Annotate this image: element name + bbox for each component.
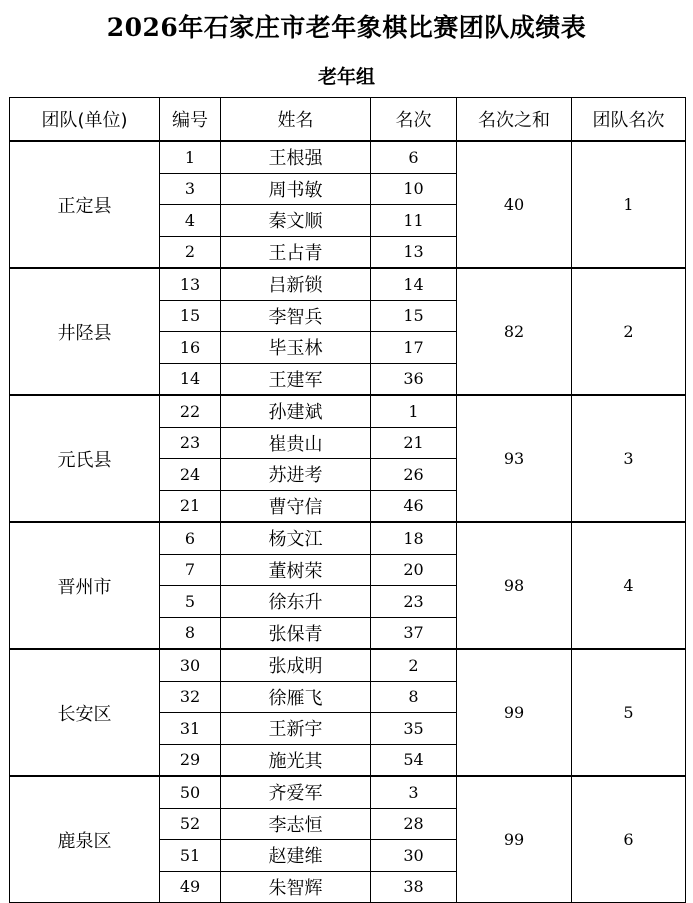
team-cell: 长安区 (10, 649, 160, 776)
name-cell: 毕玉林 (221, 332, 371, 364)
rank-sum-cell: 82 (457, 268, 572, 395)
rank-cell: 13 (371, 236, 457, 268)
rank-cell: 15 (371, 300, 457, 332)
rank-cell: 1 (371, 395, 457, 427)
rank-cell: 8 (371, 681, 457, 713)
number-cell: 13 (160, 268, 221, 300)
header-rank-sum: 名次之和 (457, 98, 572, 142)
number-cell: 5 (160, 586, 221, 618)
rank-cell: 21 (371, 427, 457, 459)
number-cell: 22 (160, 395, 221, 427)
name-cell: 王占青 (221, 236, 371, 268)
name-cell: 张保青 (221, 617, 371, 649)
name-cell: 秦文顺 (221, 205, 371, 237)
team-rank-cell: 2 (572, 268, 686, 395)
table-row (10, 395, 686, 427)
header-team: 团队(单位) (10, 98, 160, 142)
rank-cell: 18 (371, 522, 457, 554)
number-cell: 2 (160, 236, 221, 268)
name-cell: 朱智辉 (221, 871, 371, 903)
team-cell: 元氏县 (10, 395, 160, 522)
rank-sum-cell: 98 (457, 522, 572, 649)
number-cell: 32 (160, 681, 221, 713)
team-cell: 正定县 (10, 141, 160, 268)
name-cell: 董树荣 (221, 554, 371, 586)
name-cell: 吕新锁 (221, 268, 371, 300)
table-row (10, 141, 686, 173)
team-rank-cell: 6 (572, 776, 686, 903)
rank-cell: 46 (371, 490, 457, 522)
group-title: 老年组 (317, 66, 375, 88)
rank-cell: 11 (371, 205, 457, 237)
rank-cell: 23 (371, 586, 457, 618)
rank-cell: 37 (371, 617, 457, 649)
number-cell: 31 (160, 713, 221, 745)
table-row (10, 268, 686, 300)
number-cell: 49 (160, 871, 221, 903)
name-cell: 施光其 (221, 744, 371, 776)
number-cell: 15 (160, 300, 221, 332)
number-cell: 3 (160, 173, 221, 205)
number-cell: 29 (160, 744, 221, 776)
rank-cell: 35 (371, 713, 457, 745)
table-row (10, 522, 686, 554)
name-cell: 杨文江 (221, 522, 371, 554)
number-cell: 1 (160, 141, 221, 173)
rank-sum-cell: 99 (457, 776, 572, 903)
name-cell: 赵建维 (221, 840, 371, 872)
name-cell: 曹守信 (221, 490, 371, 522)
name-cell: 崔贵山 (221, 427, 371, 459)
name-cell: 孙建斌 (221, 395, 371, 427)
number-cell: 52 (160, 808, 221, 840)
table-body (10, 141, 686, 903)
name-cell: 王新宇 (221, 713, 371, 745)
team-rank-cell: 5 (572, 649, 686, 776)
number-cell: 51 (160, 840, 221, 872)
name-cell: 齐爱军 (221, 776, 371, 808)
rank-cell: 14 (371, 268, 457, 300)
number-cell: 24 (160, 459, 221, 491)
rank-cell: 28 (371, 808, 457, 840)
rank-cell: 3 (371, 776, 457, 808)
number-cell: 21 (160, 490, 221, 522)
number-cell: 4 (160, 205, 221, 237)
team-rank-cell: 3 (572, 395, 686, 522)
team-rank-cell: 4 (572, 522, 686, 649)
rank-sum-cell: 93 (457, 395, 572, 522)
rank-cell: 20 (371, 554, 457, 586)
number-cell: 6 (160, 522, 221, 554)
number-cell: 23 (160, 427, 221, 459)
header-row (10, 98, 686, 142)
header-team-rank: 团队名次 (572, 98, 686, 142)
number-cell: 14 (160, 363, 221, 395)
number-cell: 50 (160, 776, 221, 808)
team-cell: 鹿泉区 (10, 776, 160, 903)
name-cell: 王根强 (221, 141, 371, 173)
rank-cell: 2 (371, 649, 457, 681)
name-cell: 王建军 (221, 363, 371, 395)
number-cell: 16 (160, 332, 221, 364)
rank-cell: 54 (371, 744, 457, 776)
team-cell: 井陉县 (10, 268, 160, 395)
name-cell: 张成明 (221, 649, 371, 681)
team-cell: 晋州市 (10, 522, 160, 649)
name-cell: 周书敏 (221, 173, 371, 205)
name-cell: 徐东升 (221, 586, 371, 618)
name-cell: 徐雁飞 (221, 681, 371, 713)
rank-cell: 6 (371, 141, 457, 173)
rank-sum-cell: 99 (457, 649, 572, 776)
number-cell: 8 (160, 617, 221, 649)
table-row (10, 649, 686, 681)
number-cell: 7 (160, 554, 221, 586)
team-rank-cell: 1 (572, 141, 686, 268)
rank-cell: 26 (371, 459, 457, 491)
name-cell: 李智兵 (221, 300, 371, 332)
table-row (10, 776, 686, 808)
name-cell: 苏进考 (221, 459, 371, 491)
rank-sum-cell: 40 (457, 141, 572, 268)
name-cell: 李志恒 (221, 808, 371, 840)
header-rank: 名次 (371, 98, 457, 142)
rank-cell: 10 (371, 173, 457, 205)
rank-cell: 17 (371, 332, 457, 364)
rank-cell: 38 (371, 871, 457, 903)
header-name: 姓名 (221, 98, 371, 142)
team-results-table (9, 97, 686, 903)
rank-cell: 30 (371, 840, 457, 872)
number-cell: 30 (160, 649, 221, 681)
header-number: 编号 (160, 98, 221, 142)
rank-cell: 36 (371, 363, 457, 395)
document-title: 2026年石家庄市老年象棋比赛团队成绩表 (106, 13, 587, 42)
